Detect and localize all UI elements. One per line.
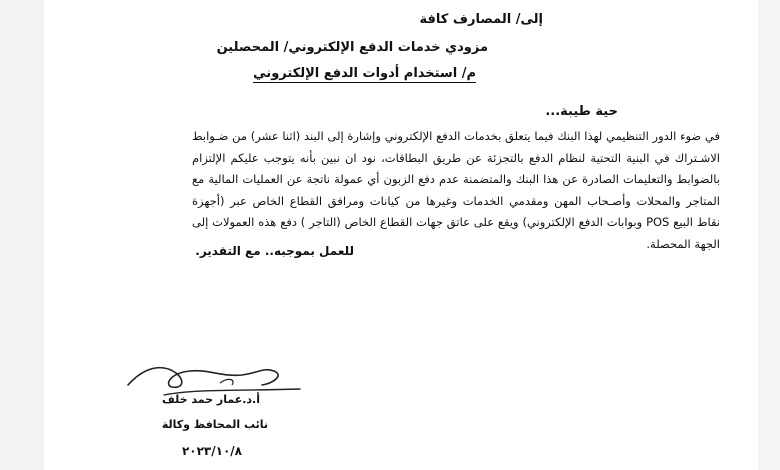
signer-name: أ.د.عمار حمد خلف [162, 393, 260, 406]
subject-line: م/ استخدام أدوات الدفع الإلكتروني [253, 66, 476, 81]
greeting: حية طيبة... [545, 104, 618, 119]
letter-body: في ضوء الدور التنظيمي لهذا البنك فيما يتعلق بخدمات الدفع الإلكتروني وإشارة إلى البند (اثنا عشر) من ضـوابط الاشـتراك في البنية التحتية لنظام الدفع بالتجزئة عن طريق البطاقات، نود ان نبين بأنه يتوجب عليكم الإلتزام بالضوابط والتعليمات الصادرة عن هذا البنك والمتضمنة عدم دفع الزبون أي عمولة ناتجة عن العمليات المالية مع المتاجر والمحلات وأصـحاب المهن ومقدمي الخدمات وغيرها من كيانات ومرافق القطاع الخاص عبر (أجهزة نقاط البيع POS وبوابات الدفع الإلكتروني) ويقع على عاتق جهات القطاع الخاص (التاجر ) دفع هذه العمولات إلى الجهة المحصلة. [192, 129, 720, 251]
left-frame-border [0, 0, 45, 470]
letter-page [44, 0, 758, 470]
recipient-line-2: مزودي خدمات الدفع الإلكتروني/ المحصلين [216, 40, 488, 55]
signer-title: نائب المحافظ وكالة [161, 418, 268, 431]
right-frame-border [757, 0, 780, 470]
letter-date: ٢٠٢٣/١٠/٨ [181, 444, 242, 458]
recipient-line-1: إلى/ المصارف كافة [419, 12, 543, 27]
closing-line: للعمل بموجبه.. مع التقدير. [195, 244, 354, 258]
